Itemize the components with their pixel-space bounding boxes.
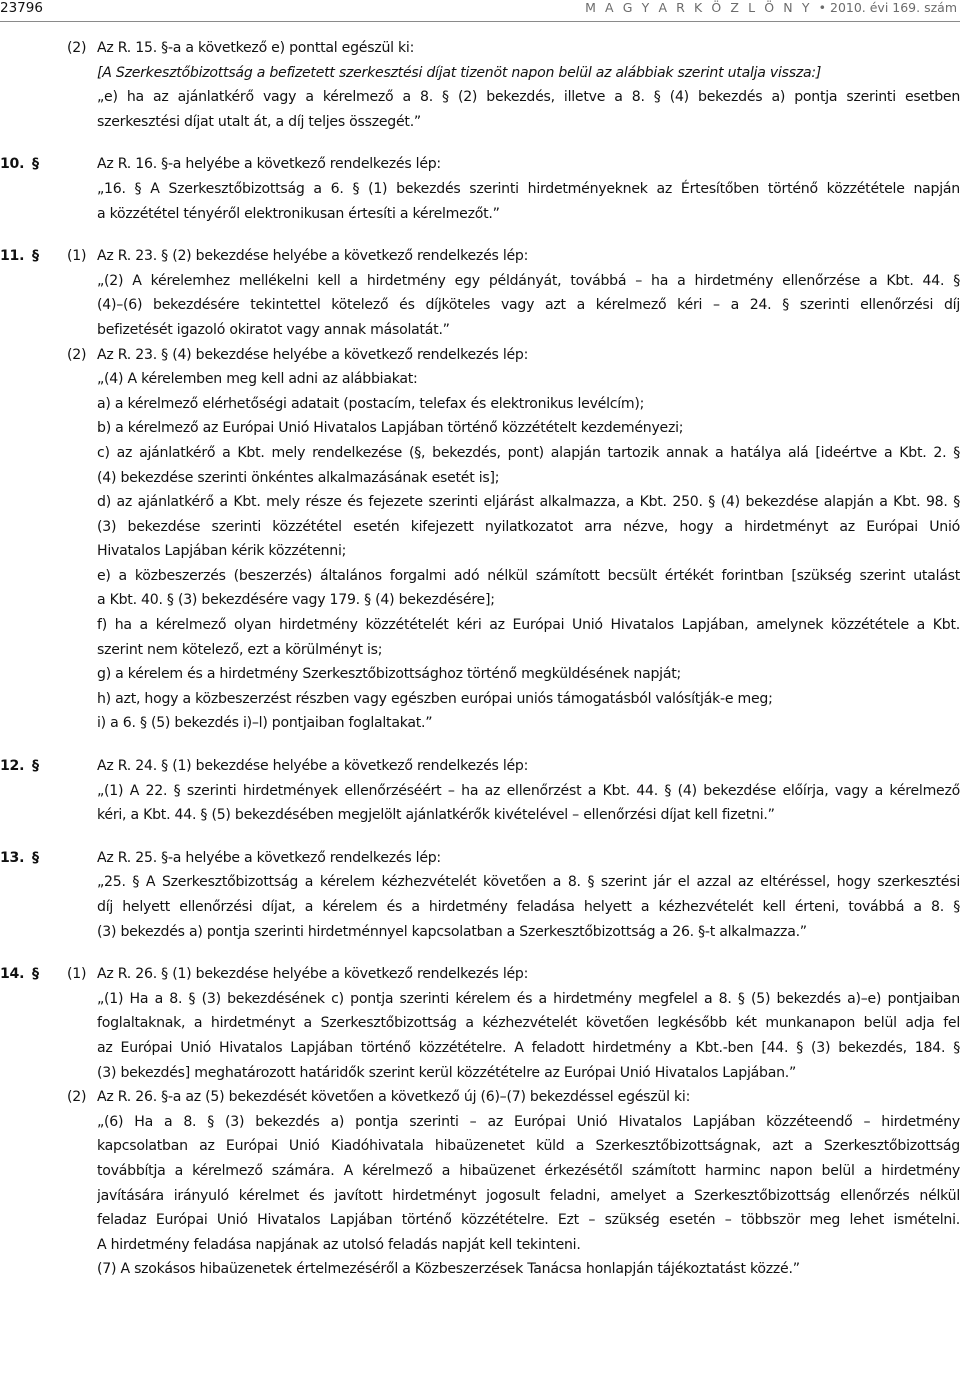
paragraph-text: az Európai Unió Hivatalos Lapjában történő közzétételre. A feladott hirdetmény a Kbt.-ben [44. § (3) bekezdés, 184. § <box>97 1039 960 1056</box>
paragraph-text: (7) A szokásos hibaüzenetek értelmezéséről a Közbeszerzések Tanácsa honlapján tájékoztatást közzé.” <box>97 1261 800 1278</box>
paragraph-text: továbbítja a kérelmező számára. A kérelmező a hibaüzenet érkezésétől számított harminc napon belül a hirdetmény <box>97 1162 960 1179</box>
paragraph-text: A hirdetmény feladása napjának az utolsó feladás napját kell tekinteni. <box>97 1236 581 1253</box>
text-line <box>0 803 960 828</box>
section-sign: § <box>32 758 39 775</box>
text-line <box>0 1233 960 1258</box>
text-line <box>0 392 960 417</box>
paragraph-text: e) a közbeszerzés (beszerzés) általános forgalmi adó nélkül számított becsült értékét forintban [szükség szerint utalást <box>97 567 960 584</box>
paragraph-text: „16. § A Szerkesztőbizottság a 6. § (1) bekezdés szerinti hirdetményeknek az Értesítőben történő közzététele napján <box>97 180 960 197</box>
text-line <box>0 895 960 920</box>
subsection-number: (1) <box>67 248 87 265</box>
paragraph-text: javítására irányuló kérelmet és javított hirdetményt jogosult feladni, amelyet a Szerkesztőbizottság ellenőrzés nélkül <box>97 1187 960 1204</box>
text-line <box>0 1085 960 1110</box>
text-line <box>0 1257 960 1282</box>
section-number: 11. <box>0 248 25 265</box>
paragraph-text: Az R. 26. §-a az (5) bekezdését követően a következő új (6)–(7) bekezdéssel egészül ki: <box>97 1089 691 1106</box>
text-line <box>0 416 960 441</box>
paragraph-text: (4) bekezdése szerinti önkéntes alkalmazásának esetét is]; <box>97 469 500 486</box>
text-line <box>0 870 960 895</box>
paragraph-text: a közzététel tényéről elektronikusan értesíti a kérelmezőt.” <box>97 205 500 222</box>
text-line <box>0 1134 960 1159</box>
text-line <box>0 177 960 202</box>
paragraph-text: (3) bekezdés a) pontja szerinti hirdetménnyel kapcsolatban a Szerkesztőbizottság a 26. §-t alkalmazza.” <box>97 923 807 940</box>
text-line <box>0 779 960 804</box>
spacer <box>0 736 960 754</box>
text-line <box>0 1184 960 1209</box>
text-line <box>0 588 960 613</box>
paragraph-text: „(4) A kérelemben meg kell adni az alábbiakat: <box>97 371 418 388</box>
text-line <box>0 1011 960 1036</box>
paragraph-text: díj helyett ellenőrzési díjat, a kérelem és a hirdetmény feladása helyett a kézhezvételét kell érteni, továbbá a 8. § <box>97 899 960 915</box>
paragraph-text: i) a 6. § (5) bekezdés i)–l) pontjaiban foglaltakat.” <box>97 715 433 732</box>
header-rule <box>0 21 960 22</box>
spacer <box>0 828 960 846</box>
paragraph-text: szerint nem kötelező, ezt a körülményt is; <box>97 641 383 658</box>
text-line <box>0 711 960 736</box>
paragraph-text: b) a kérelmező az Európai Unió Hivatalos Lapjában történő közzétételt kezdeményezi; <box>97 420 684 437</box>
section-sign: § <box>32 966 39 983</box>
paragraph-text: (4)–(6) bekezdésére tekintettel kötelező és díjköteles vagy azt a kérelmező kéri – a 24. § szerinti ellenőrzési díj <box>97 297 960 314</box>
section-number: 13. <box>0 849 25 866</box>
journal-name: M A G Y A R K Ö Z L Ö N Y <box>585 0 813 15</box>
paragraph-text: c) az ajánlatkérő a Kbt. mely rendelkezése (§, bekezdés, pont) alapján tartozik annak a hatálya alá [ideértve a Kbt. 2. § <box>97 444 960 461</box>
paragraph-text: „25. § A Szerkesztőbizottság a kérelem kézhezvételét követően a 8. § szerint jár el azzal az eltéréssel, hogy szerkesztési <box>97 874 960 891</box>
issue-label: • 2010. évi 169. szám <box>818 0 957 15</box>
text-line <box>0 539 960 564</box>
text-line <box>0 202 960 227</box>
paragraph-text: kapcsolatban az Európai Unió Kiadóhivatala hibaüzenetet küld a Szerkesztőbizottságnak, azt a Szerkesztőbizottság <box>97 1138 960 1155</box>
text-line <box>0 367 960 392</box>
page-number: 23796 <box>0 0 43 16</box>
text-line <box>0 962 960 987</box>
text-line <box>0 1036 960 1061</box>
paragraph-text: foglaltaknak, a hirdetményt a Szerkesztőbizottság a kézhezvételét követően legkésőbb két munkanapon belül adja fel <box>97 1015 960 1032</box>
paragraph-text: kéri, a Kbt. 44. § (5) bekezdésében megjelölt ajánlatkérők kivételével – ellenőrzési díjat kell fizetni.” <box>97 807 775 824</box>
subsection-number: (2) <box>67 346 87 363</box>
paragraph-text: „(1) A 22. § szerinti hirdetmények ellenőrzéséért – ha az ellenőrzést a Kbt. 44. § (4) bekezdése előírja, vagy a kérelmező <box>97 782 960 799</box>
text-line <box>0 1159 960 1184</box>
subsection-number: (2) <box>67 1089 87 1106</box>
paragraph-text: d) az ajánlatkérő a Kbt. mely része és fejezete szerinti eljárást alkalmazza, a Kbt. 250. § (4) bekezdése alapján a Kbt. 98. § <box>97 494 960 511</box>
paragraph-text: feladaz Európai Unió Hivatalos Lapjában történő közzétételre. Ezt – szükség esetén – többször meg lehet ismételni. <box>97 1212 960 1229</box>
text-line <box>0 920 960 945</box>
text-line <box>0 662 960 687</box>
section-sign: § <box>32 248 39 265</box>
paragraph-text: szerkesztési díjat utalt át, a díj teljes összegét.” <box>97 113 421 130</box>
paragraph-text: f) ha a kérelmező olyan hirdetmény közzétételét kéri az Európai Unió Hivatalos Lapjában, amelynek közzététele a Kbt. <box>97 617 960 634</box>
paragraph-text: „(1) Ha a 8. § (3) bekezdésének c) pontja szerinti kérelem és a hirdetmény megfelel a 8. § (5) bekezdés a)–e) pontjaiban <box>97 990 960 1007</box>
spacer <box>0 226 960 244</box>
paragraph-text: befizetését igazoló okiratot vagy annak másolatát.” <box>97 321 450 338</box>
paragraph-text: a Kbt. 40. § (3) bekezdésére vagy 179. § (4) bekezdésére]; <box>97 592 495 609</box>
page-header <box>0 0 960 20</box>
paragraph-text: Az R. 25. §-a helyébe a következő rendelkezés lép: <box>97 849 441 866</box>
section-sign: § <box>32 849 39 866</box>
subsection-number: (1) <box>67 966 87 983</box>
paragraph-text: „e) ha az ajánlatkérő vagy a kérelmező a 8. § (2) bekezdés, illetve a 8. § (4) bekezdés a) pontja szerinti esetben <box>97 89 960 106</box>
subsection-number: (2) <box>67 40 87 56</box>
paragraph-text: h) azt, hogy a közbeszerzést részben vagy egészben európai uniós támogatásból valósítják-e meg; <box>97 690 773 707</box>
text-line <box>0 318 960 343</box>
section-number: 10. <box>0 156 25 173</box>
text-line <box>0 687 960 712</box>
paragraph-text: [A Szerkesztőbizottság a befizetett szerkesztési díjat tizenöt napon belül az alábbiak szerint utalja vissza:] <box>97 64 822 81</box>
text-line <box>0 638 960 663</box>
paragraph-text: „(2) A kérelemhez mellékelni kell a hirdetmény egy példányát, továbbá – ha a hirdetmény ellenőrzése a Kbt. 44. § <box>97 272 960 289</box>
paragraph-text: g) a kérelem és a hirdetmény Szerkesztőbizottsághoz történő megküldésének napját; <box>97 666 682 683</box>
text-line <box>0 1208 960 1233</box>
paragraph-text: Az R. 26. § (1) bekezdése helyébe a következő rendelkezés lép: <box>97 966 529 983</box>
text-line <box>0 466 960 491</box>
text-line <box>0 110 960 135</box>
text-line <box>0 846 960 871</box>
section-number: 14. <box>0 966 25 983</box>
text-line <box>0 1061 960 1086</box>
text-line <box>0 293 960 318</box>
paragraph-text: Az R. 23. § (4) bekezdése helyébe a következő rendelkezés lép: <box>97 346 529 363</box>
paragraph-text: Az R. 15. §-a a következő e) ponttal egészül ki: <box>97 40 415 56</box>
text-line <box>0 515 960 540</box>
text-line <box>0 36 960 61</box>
paragraph-text: (3) bekezdése szerinti közzététel esetén kifejezett nyilatkozatot arra nézve, hogy a hirdetményt az Európai Unió <box>97 518 960 535</box>
paragraph-text: a) a kérelmező elérhetőségi adatait (postacím, telefax és elektronikus levélcím); <box>97 395 645 412</box>
paragraph-text: Az R. 16. §-a helyébe a következő rendelkezés lép: <box>97 156 441 173</box>
paragraph-text: „(6) Ha a 8. § (3) bekezdés a) pontja szerinti – az Európai Unió Hivatalos Lapjában közzéteendő – hirdetmény <box>97 1113 960 1130</box>
text-line <box>0 61 960 86</box>
text-line <box>0 269 960 294</box>
text-line <box>0 490 960 515</box>
section-number: 12. <box>0 758 25 775</box>
text-line <box>0 987 960 1012</box>
text-line <box>0 1110 960 1135</box>
text-line <box>0 754 960 779</box>
paragraph-text: Az R. 23. § (2) bekezdése helyébe a következő rendelkezés lép: <box>97 248 529 265</box>
text-line <box>0 343 960 368</box>
document-body <box>0 36 960 1282</box>
paragraph-text: (3) bekezdés] meghatározott határidők szerint kerül közzétételre az Európai Unió Hivatalos Lapjában.” <box>97 1064 797 1081</box>
text-line <box>0 152 960 177</box>
text-line <box>0 244 960 269</box>
text-line <box>0 441 960 466</box>
text-line <box>0 85 960 110</box>
journal-title <box>585 0 957 16</box>
spacer <box>0 944 960 962</box>
paragraph-text: Hivatalos Lapjában kérik közzétenni; <box>97 543 347 560</box>
spacer <box>0 134 960 152</box>
section-sign: § <box>32 156 39 173</box>
text-line <box>0 613 960 638</box>
text-line <box>0 564 960 589</box>
paragraph-text: Az R. 24. § (1) bekezdése helyébe a következő rendelkezés lép: <box>97 758 529 775</box>
